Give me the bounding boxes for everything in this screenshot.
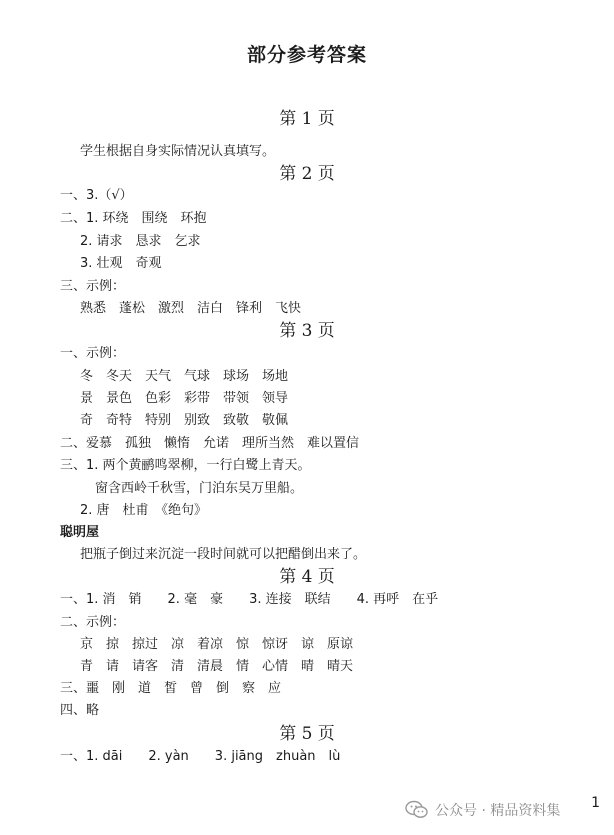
answer-line: 四、略 [60,703,100,718]
answer-line: 景 景色 色彩 彩带 带领 领导 [80,391,289,406]
answer-line: 一、示例： [60,346,126,361]
answer-line: 窗含西岭千秋雪，门泊东吴万里船。 [95,481,304,496]
section-heading-page-5: 第 5 页 [279,724,335,744]
answer-line: 青 请 请客 清 清晨 情 心情 晴 晴天 [80,659,354,674]
answer-line: 二、爱慕 孤独 懒惰 允诺 理所当然 难以置信 [60,436,360,451]
answer-line: 奇 奇特 特别 别致 致敬 敬佩 [80,413,289,428]
answer-line: 二、示例： [60,615,126,630]
answer-line: 3. 壮观 奇观 [80,256,162,271]
answer-line: 学生根据自身实际情况认真填写。 [80,144,276,159]
section-heading-page-2: 第 2 页 [279,164,335,184]
answer-line: 熟悉 蓬松 激烈 洁白 锋利 飞快 [80,301,302,316]
answer-line: 三、1. 两个黄鹂鸣翠柳，一行白鹭上青天。 [60,458,311,473]
section-heading-page-1: 第 1 页 [279,109,335,129]
answer-line: 把瓶子倒过来沉淀一段时间就可以把醋倒出来了。 [80,547,367,562]
answer-line: 一、1. 消 销 2. 毫 豪 3. 连接 联结 4. 再呼 在乎 [60,592,439,607]
page-number: 1 [591,795,600,811]
answer-line: 一、3.（√） [60,188,133,203]
wechat-icon [405,800,429,820]
section-heading-page-3: 第 3 页 [279,321,335,341]
watermark [405,798,605,822]
answer-line: 二、1. 环绕 围绕 环抱 [60,211,207,226]
answer-line: 三、噩 刚 道 皙 曾 倒 察 应 [60,681,282,696]
answer-line: 冬 冬天 天气 气球 球场 场地 [80,369,289,384]
section-heading-page-4: 第 4 页 [279,567,335,587]
section-subheading: 聪明屋 [60,525,100,540]
page-title: 部分参考答案 [246,44,367,66]
answer-line: 三、示例： [60,279,126,294]
answer-line: 2. 唐 杜甫 《绝句》 [80,503,208,518]
answer-line: 一、1. dāi 2. yàn 3. jiāng zhuàn lù [60,749,341,764]
answer-line: 2. 请求 恳求 乞求 [80,234,201,249]
watermark-text: 公众号 · 精品资料集 [435,803,561,819]
answer-line: 京 掠 掠过 凉 着凉 惊 惊讶 谅 原谅 [80,637,354,652]
